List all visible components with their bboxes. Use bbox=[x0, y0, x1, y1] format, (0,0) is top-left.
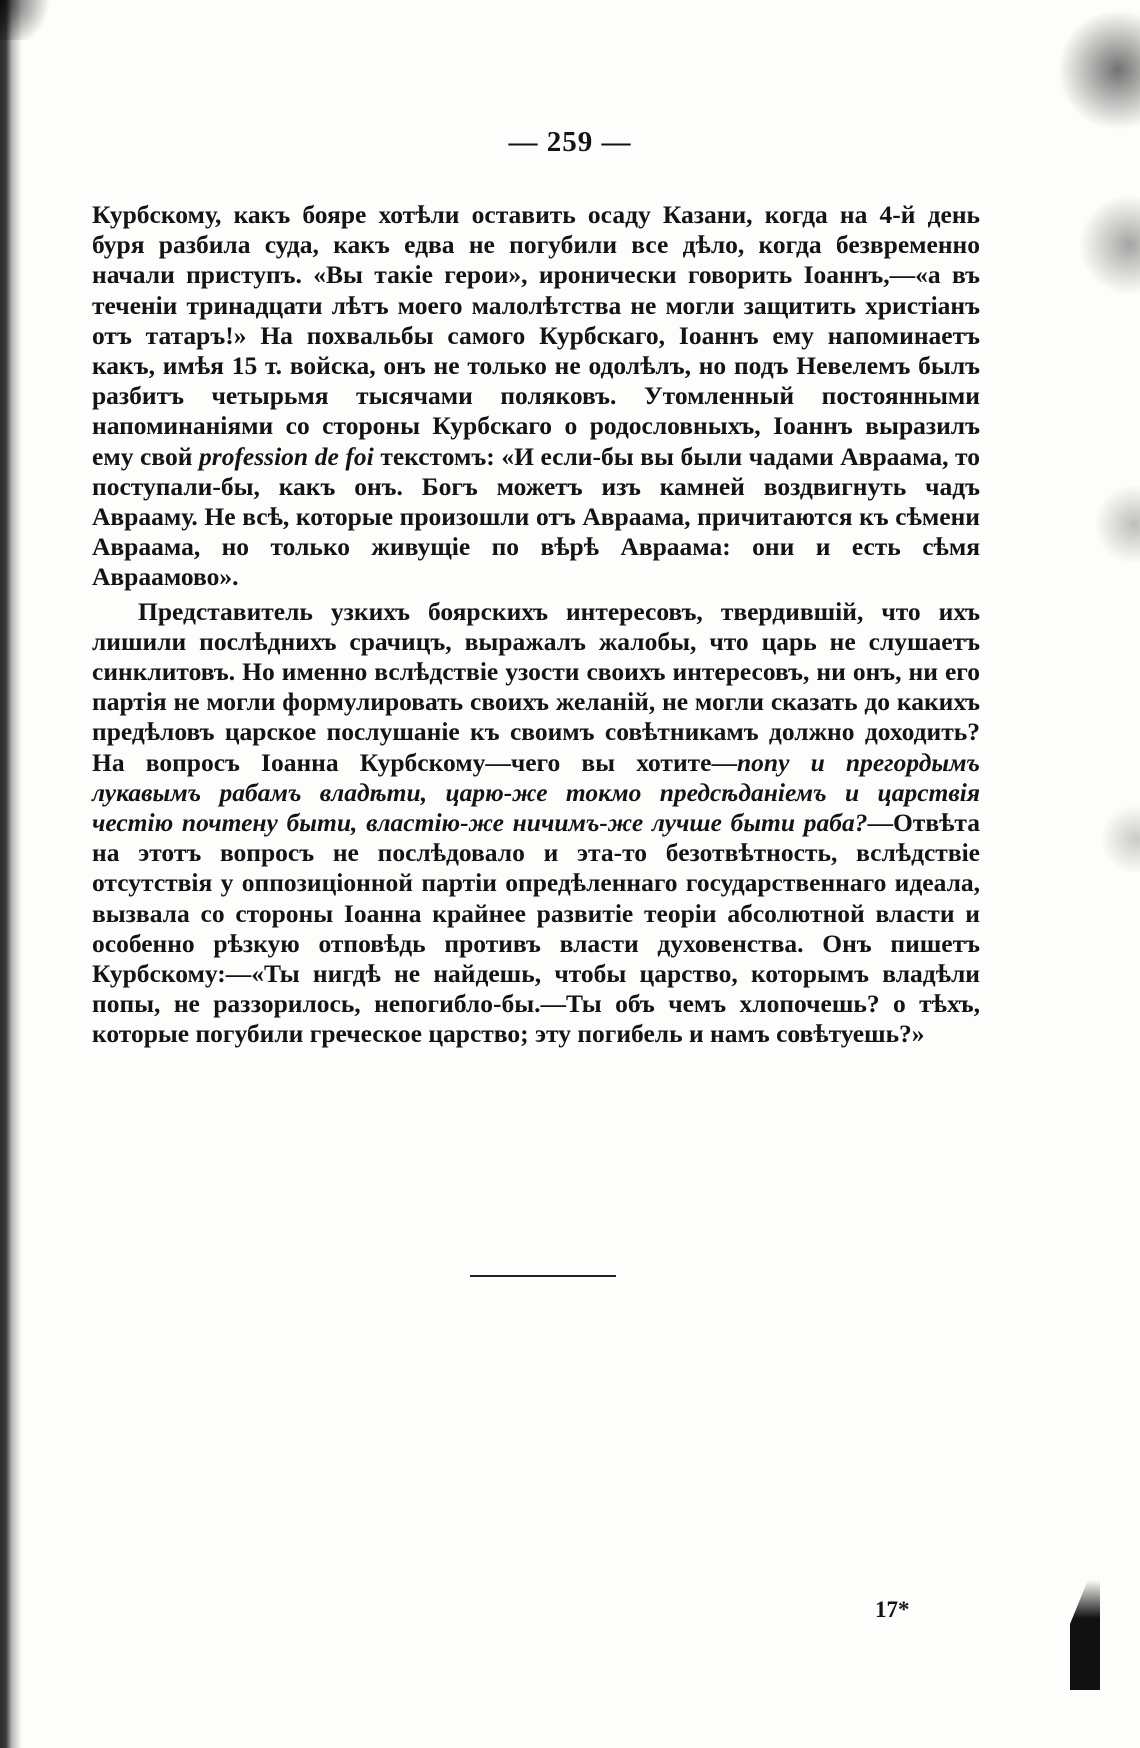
paragraph-1-italic-phrase: profession de foi bbox=[199, 441, 374, 471]
body-text bbox=[92, 200, 980, 1050]
scan-corner-mark bbox=[0, 0, 60, 40]
scan-edge-speckle-right bbox=[1030, 0, 1140, 1748]
paragraph-2 bbox=[92, 597, 980, 1050]
printer-signature-mark: 17* bbox=[875, 1597, 910, 1622]
paragraph-2-italic-quote: попу и прегордымъ лукавымъ рабамъ владѣти, царю-же токмо предсѣданіемъ и царствія честію почтену быти, властію-же ничимъ-же лучше быти раба? bbox=[92, 747, 980, 838]
paragraph-1-text-a: Курбскому, какъ бояре хотѣли оставить осаду Казани, когда на 4-й день буря разбила суда, какъ едва не погубили все дѣло, когда безвременно начали приступъ. «Вы такіе герои», иронически говорить Іоаннъ,—«а въ теченіи тринадцати лѣтъ моего малолѣтства не могли защитить христіанъ отъ татаръ!» На похвальбы самого Курбскаго, Іоаннъ ему напоминаетъ какъ, имѣя 15 т. войска, онъ не только не одолѣлъ, но подъ Невелемъ былъ разбитъ четырьмя тысячами поляковъ. Утомленный постоянными напоминаніями со стороны Курбскаго о родословныхъ, Іоаннъ выразилъ ему свой bbox=[92, 200, 980, 471]
scan-edge-shadow-left bbox=[0, 0, 22, 1748]
page-number: — 259 — bbox=[508, 126, 632, 158]
paragraph-2-text-b: —Отвѣта на этотъ вопросъ не послѣдовало и эта-то безотвѣтность, вслѣдствіе отсутствія у оппозиціонной партіи опредѣленнаго государственнаго идеала, вызвала со стороны Іоанна крайнее развитіе теоріи абсолютной власти и особенно рѣзкую отповѣдь противъ власти духовенства. Онъ пишетъ Курбскому:—«Ты нигдѣ не найдешь, чтобы царство, которымъ владѣли попы, не раззорилось, непогибло-бы.—Ты объ чемъ хлопочешь? о тѣхъ, которые погубили греческое царство; эту погибель и намъ совѣтуешь?» bbox=[92, 808, 980, 1049]
section-divider-rule bbox=[470, 1275, 616, 1277]
paragraph-1 bbox=[92, 200, 980, 593]
paragraph-2-text-a: Представитель узкихъ боярскихъ интересовъ, твердившій, что ихъ лишили послѣднихъ срачицъ, выражалъ жалобы, что царь не слушаетъ синклитовъ. Но именно вслѣдствіе узости своихъ интересовъ, ни онъ, ни его партія не могли формулировать своихъ желаній, не могли сказать до какихъ предѣловъ царское послушаніе къ своимъ совѣтникамъ должно доходить? На вопросъ Іоанна Курбскому—чего вы хотите— bbox=[92, 596, 980, 777]
paragraph-1-text-b: текстомъ: «И если-бы вы были чадами Авраама, то поступали-бы, какъ онъ. Богъ можетъ изъ камней воздвигнуть чадъ Аврааму. Не всѣ, которые произошли отъ Авраама, причитаются къ сѣмени Авраама, но только живущіе по вѣрѣ Авраама: они и есть сѣмя Авраамово». bbox=[92, 441, 980, 592]
